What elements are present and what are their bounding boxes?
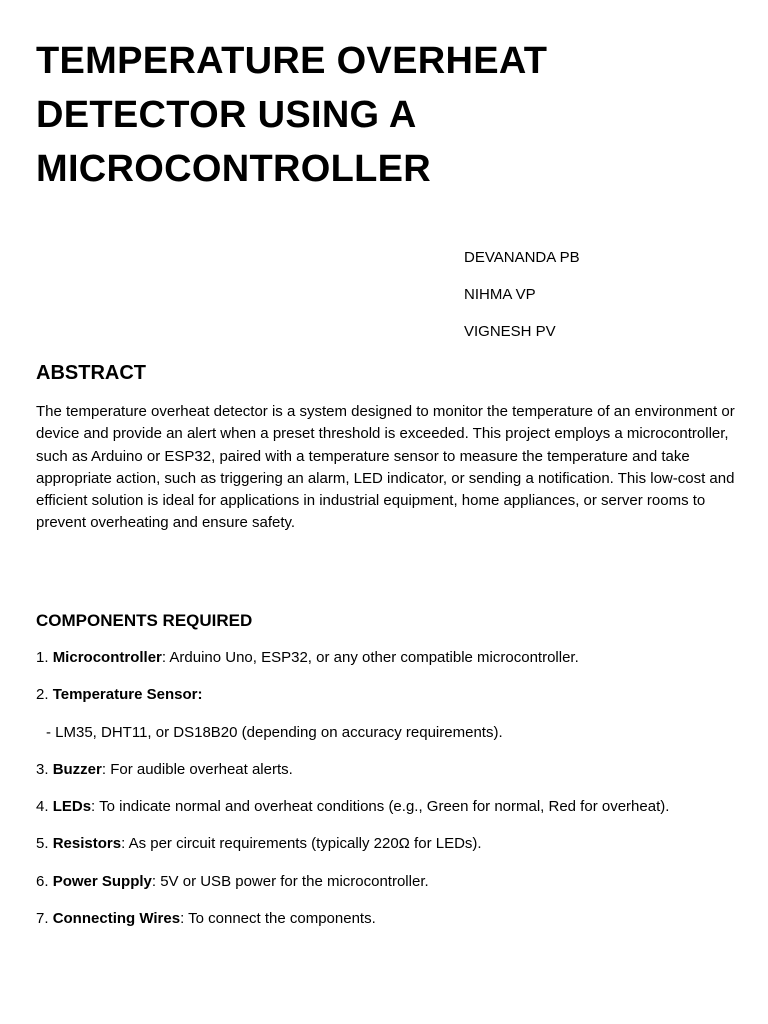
component-number: 6. xyxy=(36,872,53,890)
component-name: Temperature Sensor: xyxy=(52,686,203,704)
component-item xyxy=(36,647,726,669)
component-number: 7. xyxy=(36,910,53,928)
component-description: : Arduino Uno, ESP32, or any other compatible microcontroller. xyxy=(161,649,579,666)
component-item xyxy=(36,796,726,818)
author-name: VIGNESH PV xyxy=(464,323,556,340)
component-item xyxy=(36,908,726,930)
component-description: : To indicate normal and overheat conditions (e.g., Green for normal, Red for overheat). xyxy=(91,798,670,816)
component-description: : For audible overheat alerts. xyxy=(101,760,293,778)
document-title: TEMPERATURE OVERHEAT DETECTOR USING A MICROCONTROLLER xyxy=(36,40,548,190)
abstract-heading: ABSTRACT xyxy=(36,362,146,384)
component-name: Resistors xyxy=(52,835,122,853)
component-item xyxy=(36,759,726,781)
component-item xyxy=(36,684,726,706)
component-description: : To connect the components. xyxy=(180,910,376,928)
component-item xyxy=(36,871,726,893)
component-number: 1. xyxy=(36,649,53,666)
component-number: 4. xyxy=(36,798,53,816)
author-name: NIHMA VP xyxy=(464,286,536,303)
component-name: Power Supply xyxy=(52,872,152,890)
component-description: : 5V or USB power for the microcontroller. xyxy=(151,872,429,890)
component-description: - LM35, DHT11, or DS18B20 (depending on accuracy requirements). xyxy=(46,723,503,741)
abstract-body: The temperature overheat detector is a system designed to monitor the temperature of an environment or device and provide an alert when a preset threshold is exceeded. This project employs a microcontroller, such as Arduino or ESP32, paired with a temperature sensor to measure the temperature and take appropriate action, such as triggering an alarm, LED indicator, or sending a notification. This low-cost and efficient solution is ideal for applications in industrial equipment, home appliances, or server rooms to prevent overheating and ensure safety. xyxy=(36,403,735,532)
component-name: Connecting Wires xyxy=(52,910,181,928)
components-heading: COMPONENTS REQUIRED xyxy=(36,611,253,630)
component-number: 5. xyxy=(36,835,53,853)
author-list xyxy=(464,248,580,359)
components-list xyxy=(36,647,726,930)
component-subitem xyxy=(36,722,726,744)
component-description: : As per circuit requirements (typically 220Ω for LEDs). xyxy=(121,835,482,853)
author-name: DEVANANDA PB xyxy=(464,249,580,266)
component-number: 3. xyxy=(36,760,53,778)
component-name: Microcontroller xyxy=(52,649,162,666)
component-number: 2. xyxy=(36,686,53,704)
component-name: LEDs xyxy=(52,798,92,816)
component-name: Buzzer xyxy=(52,760,102,778)
component-item xyxy=(36,833,726,855)
